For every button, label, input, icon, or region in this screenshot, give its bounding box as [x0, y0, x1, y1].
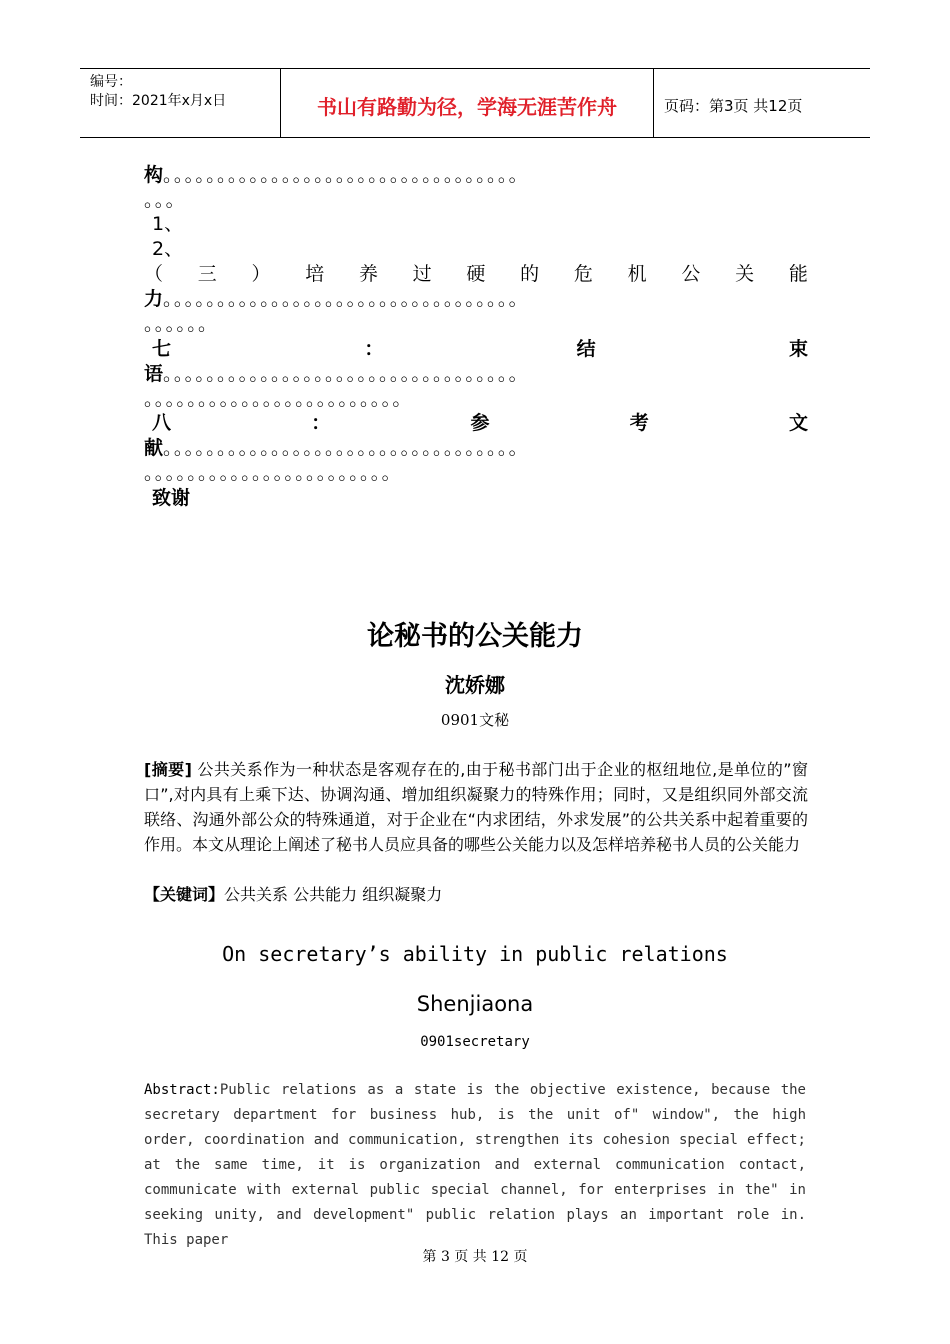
- page-header: [80, 68, 870, 138]
- paper-class: 0901文秘: [440, 711, 510, 729]
- paper-class-en: 0901secretary: [420, 1034, 530, 1050]
- toc-item-1: 1、: [152, 213, 184, 235]
- abstract-en-text: Public relations as a state is the objective existence, because the secretary department for business hub, is the unit of" window", the high order, coordination and communication, strengthen its cohesion special effect; at the same time, it is organization and external communication contact, communicate with external public special channel, for enterprises in the" in seeking unity, and development" public relation plays an important role in. This paper: [144, 1082, 806, 1248]
- toc-char: ：: [364, 338, 384, 360]
- toc-char: 能: [788, 263, 808, 285]
- toc-char: 公: [681, 263, 701, 285]
- toc-dots: 。。。。。。。。。。。。。。。。。。。。。。。。。。。。。。。。。: [163, 437, 529, 459]
- header-number: 编号：: [90, 74, 132, 90]
- toc-section-3: [144, 259, 808, 286]
- toc-char: 束: [788, 338, 808, 360]
- header-meta: [80, 69, 281, 137]
- page-footer: 第 3 页 共 12 页: [422, 1249, 528, 1265]
- toc-line: [144, 359, 529, 386]
- toc-char: 的: [520, 263, 540, 285]
- toc-line: [144, 309, 218, 336]
- toc-char: 过: [412, 263, 432, 285]
- toc-section-7: [144, 334, 808, 361]
- toc-dots: 。。。。。。。。。。。。。。。。。。。。。。。。。。。。。。。。。: [163, 164, 529, 186]
- toc-char: 文: [788, 412, 808, 434]
- toc-char: 参: [470, 412, 490, 434]
- abstract-label: [摘要]: [144, 760, 192, 779]
- abstract-text: 公共关系作为一种状态是客观存在的,由于秘书部门出于企业的枢纽地位,是单位的”窗口”,对内具有上乘下达、协调沟通、增加组织凝聚力的特殊作用；同时，又是组织同外部交流联络、沟通外部公众的特殊通道，对于企业在“内求团结，外求发展”的公共关系中起着重要的作用。本文从理论上阐述了秘书人员应具备的哪些公关能力以及怎样培养秘书人员的公关能力: [144, 760, 808, 854]
- paper-author-en: Shenjiaona: [416, 992, 534, 1016]
- toc-line: [144, 160, 529, 187]
- toc-char: 考: [629, 412, 649, 434]
- abstract-cn: [144, 757, 808, 857]
- toc-char: 培: [305, 263, 325, 285]
- toc-dots: 。。。。。。。。。。。。。。。。。。。。。。。: [144, 462, 402, 484]
- header-date: 时间：2021年x月x日: [90, 93, 227, 109]
- toc-line: [144, 433, 529, 460]
- toc-char: 七: [152, 338, 172, 360]
- abstract-en-label: Abstract:: [144, 1082, 220, 1098]
- toc-char: ：: [311, 412, 331, 434]
- header-page-info: 页码：第3页 共12页: [664, 96, 803, 115]
- toc-char: ）: [251, 263, 271, 285]
- toc-section-8: [144, 408, 808, 435]
- toc-dots: 。。。: [144, 189, 186, 211]
- toc-char: 养: [358, 263, 378, 285]
- keywords-label: 【关键词】: [144, 885, 225, 904]
- paper-title: 论秘书的公关能力: [367, 621, 583, 652]
- toc-line: [144, 185, 186, 212]
- toc-dots: 。。。。。。: [144, 313, 219, 335]
- header-motto: 书山有路勤为径，学海无涯苦作舟: [281, 69, 654, 137]
- toc-text: 语: [144, 363, 164, 385]
- toc-text: 献: [144, 437, 164, 459]
- toc-thanks: 致谢: [152, 487, 191, 509]
- toc-char: 结: [576, 338, 596, 360]
- toc-char: （: [144, 263, 164, 285]
- toc-char: 八: [152, 412, 172, 434]
- toc-char: 三: [197, 263, 217, 285]
- toc-line: [144, 284, 529, 311]
- paper-author: 沈娇娜: [445, 673, 505, 697]
- keywords-text: 公共关系 公共能力 组织凝聚力: [224, 885, 443, 904]
- paper-title-en: On secretary’s ability in public relations: [222, 942, 728, 966]
- toc-line: [144, 458, 402, 485]
- toc-text: 力: [144, 288, 164, 310]
- toc-char: 危: [573, 263, 593, 285]
- toc-item-2: 2、: [152, 238, 184, 260]
- toc-char: 机: [627, 263, 647, 285]
- toc-char: 关: [735, 263, 755, 285]
- toc-char: 硬: [466, 263, 486, 285]
- keywords: [144, 882, 442, 905]
- toc-dots: 。。。。。。。。。。。。。。。。。。。。。。。。。。。。。。。。。: [163, 363, 529, 385]
- abstract-en: [144, 1078, 806, 1253]
- toc-line: [144, 384, 413, 411]
- toc-dots: 。。。。。。。。。。。。。。。。。。。。。。。。。。。。。。。。。: [163, 288, 529, 310]
- toc-text: 构: [144, 164, 164, 186]
- toc-dots: 。。。。。。。。。。。。。。。。。。。。。。。。: [144, 388, 413, 410]
